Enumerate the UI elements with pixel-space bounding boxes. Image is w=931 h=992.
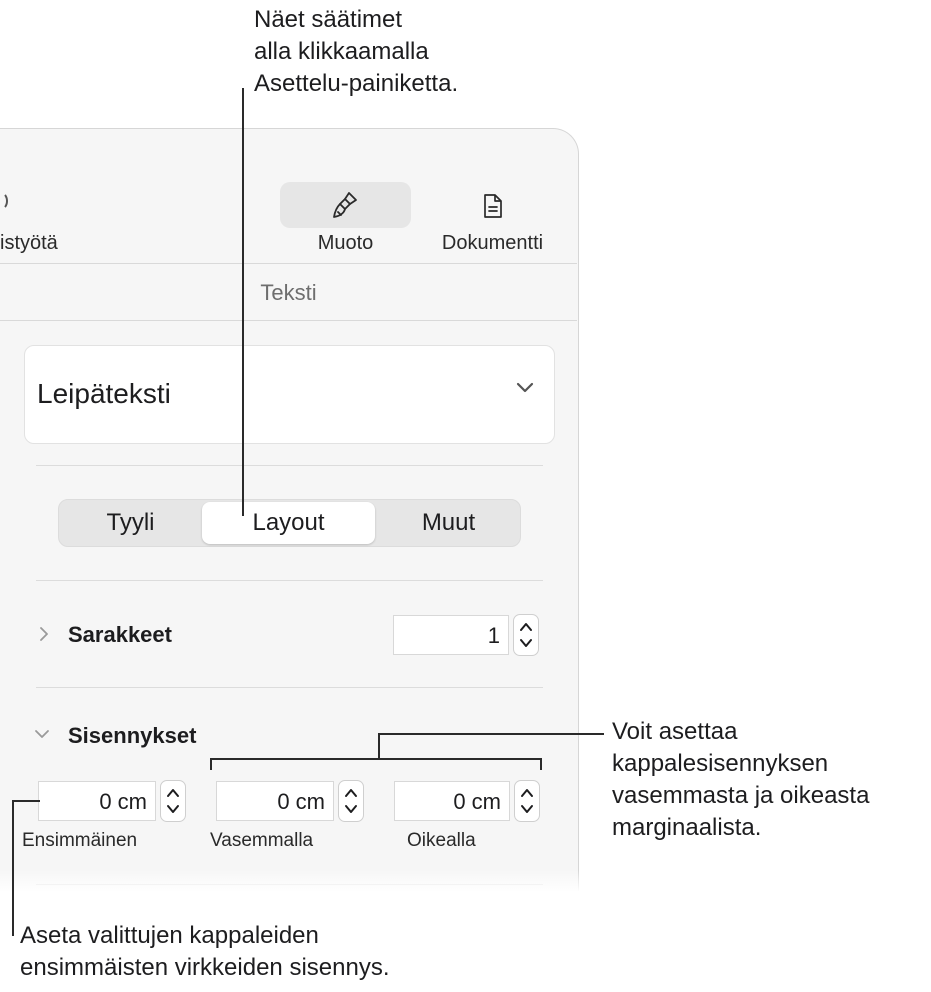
first-line-indent-stepper[interactable] — [160, 780, 186, 822]
right-indent-stepper[interactable] — [514, 780, 540, 822]
callout-layout-button — [254, 4, 458, 100]
tab-layout[interactable]: Layout — [202, 502, 375, 544]
callout-line: kappalesisennyksen — [612, 750, 829, 777]
toolbar-divider — [0, 263, 577, 264]
callout-line: Aseta valittujen kappaleiden — [20, 922, 319, 949]
chevron-right-icon[interactable] — [38, 625, 50, 648]
tab-more[interactable]: Muut — [421, 509, 476, 536]
callout-line: ensimmäisten virkkeiden sisennys. — [20, 954, 390, 981]
callout-line: marginaalista. — [612, 814, 762, 841]
section-title-divider — [0, 320, 577, 321]
paragraph-style-popup[interactable] — [24, 345, 555, 444]
callout-line: Näet säätimet — [254, 6, 403, 33]
columns-stepper[interactable] — [513, 614, 539, 656]
chevron-down-icon[interactable] — [33, 727, 51, 746]
columns-field[interactable]: 1 — [393, 615, 509, 655]
indents-label[interactable]: Sisennykset — [68, 723, 197, 748]
columns-label[interactable]: Sarakkeet — [68, 622, 172, 647]
document-icon[interactable] — [482, 193, 504, 219]
left-indent-caption: Vasemmalla — [210, 830, 314, 851]
format-button-label[interactable]: Muoto — [317, 232, 374, 254]
right-indent-field[interactable]: 0 cm — [394, 781, 510, 821]
left-indent-stepper[interactable] — [338, 780, 364, 822]
callout-line: vasemmasta ja oikeasta — [612, 782, 870, 809]
paragraph-style-name: Leipäteksti — [37, 378, 171, 409]
first-line-indent-caption: Ensimmäinen — [22, 830, 138, 851]
divider — [36, 465, 543, 466]
partial-toolbar-label[interactable]: istyötä — [0, 232, 58, 254]
callout-indents — [612, 716, 869, 844]
callout-leader-line — [242, 88, 244, 516]
panel-fade — [0, 870, 580, 892]
left-indent-field[interactable]: 0 cm — [216, 781, 334, 821]
tab-segmented-control — [58, 499, 521, 547]
callout-leader-line — [540, 758, 542, 770]
tab-style[interactable]: Tyyli — [106, 509, 155, 536]
first-line-indent-field[interactable]: 0 cm — [38, 781, 156, 821]
divider — [36, 580, 543, 581]
callout-line: Asettelu-painiketta. — [254, 70, 459, 97]
callout-leader-line — [12, 800, 14, 936]
paintbrush-icon — [332, 190, 360, 220]
callout-line: Voit asettaa — [612, 718, 738, 745]
callout-leader-line — [12, 800, 40, 802]
callout-leader-line — [210, 758, 212, 770]
callout-leader-line — [378, 733, 604, 735]
callout-leader-line — [378, 733, 380, 759]
callout-leader-line — [210, 758, 542, 760]
document-button-label[interactable]: Dokumentti — [441, 232, 544, 254]
callout-first-line-indent — [20, 920, 389, 984]
inspector-section-title: Teksti — [260, 280, 317, 305]
divider — [36, 687, 543, 688]
right-indent-caption: Oikealla — [407, 830, 476, 851]
chevron-down-icon — [514, 376, 536, 403]
callout-line: alla klikkaamalla — [254, 38, 429, 65]
